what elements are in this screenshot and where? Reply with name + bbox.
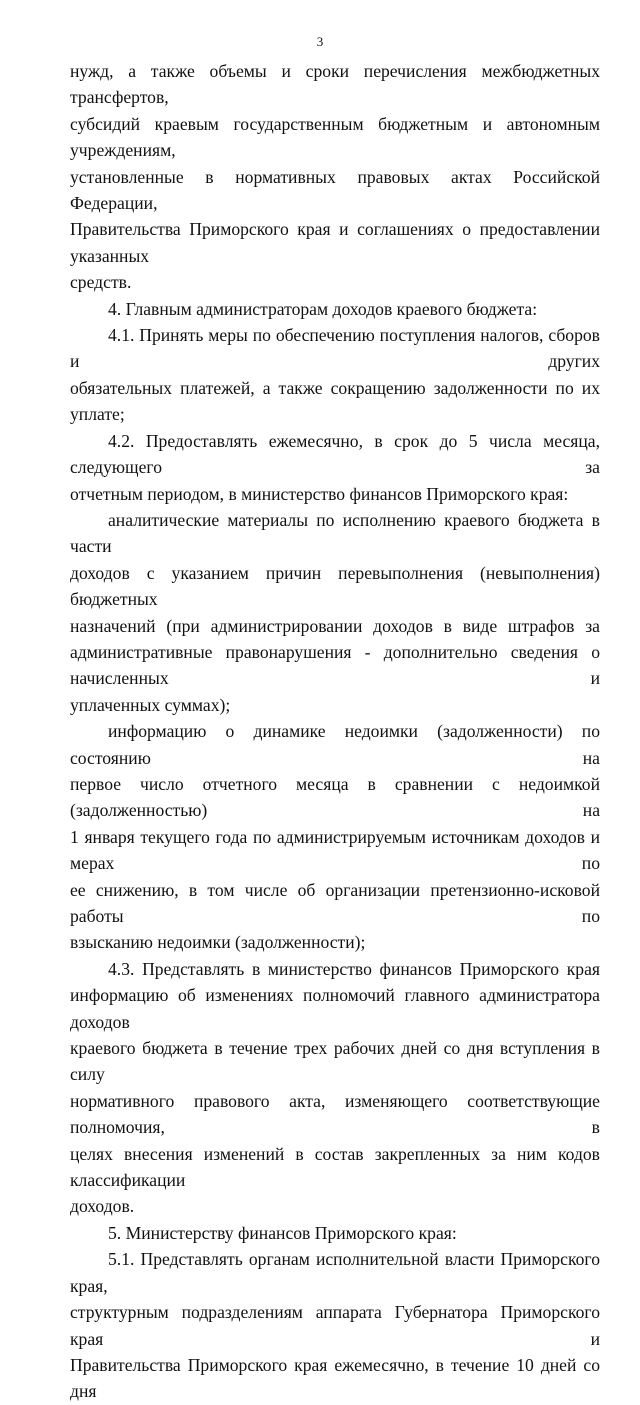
text-line: уплаченных суммах); [70, 694, 231, 715]
text-line: субсидий краевым государственным бюджетным и автономным учреждениям, [70, 113, 600, 161]
text-line: информацию о динамике недоимки (задолженности) по состоянию на [70, 721, 600, 768]
text-line: обязательных платежей, а также сокращению задолженности по их уплате; [70, 377, 600, 425]
text-line: первое число отчетного месяца в сравнении с недоимкой (задолженностью) на [70, 773, 600, 821]
text-line: Правительства Приморского края ежемесячно, в течение 10 дней со дня [70, 1354, 600, 1402]
text-line: Правительства Приморского края и соглашениях о предоставлении указанных [70, 219, 600, 266]
text-line: нормативного правового акта, изменяющего соответствующие полномочия, в [70, 1090, 600, 1138]
text-line: средств. [70, 272, 132, 293]
text-line: установленные в нормативных правовых актах Российской Федерации, [70, 166, 600, 214]
text-line: 5. Министерству финансов Приморского края: [108, 1222, 457, 1243]
text-line: назначений (при администрировании доходов в виде штрафов за [70, 615, 600, 636]
text-line: доходов. [70, 1196, 135, 1217]
text-line: целях внесения изменений в состав закрепленных за ним кодов классификации [70, 1143, 600, 1191]
text-line: 1 января текущего года по администрируемым источникам доходов и мерах по [70, 826, 600, 874]
text-line: доходов с указанием причин перевыполнения (невыполнения) бюджетных [70, 562, 600, 610]
text-line: 5.1. Представлять органам исполнительной власти Приморского края, [70, 1249, 600, 1296]
text-line: информацию об изменениях полномочий главного администратора доходов [70, 985, 600, 1032]
text-line: структурным подразделениям аппарата Губернатора Приморского края и [70, 1302, 600, 1349]
text-line: отчетным периодом, в министерство финансов Приморского края: [70, 483, 569, 504]
page-number: 3 [316, 34, 324, 49]
text-line: краевого бюджета в течение трех рабочих дней со дня вступления в силу [70, 1038, 600, 1085]
text-line: 4.2. Предоставлять ежемесячно, в срок до 5 числа месяца, следующего за [70, 430, 600, 478]
body-text [70, 58, 600, 1405]
text-line: 4.1. Принять меры по обеспечению поступления налогов, сборов и других [70, 325, 600, 372]
text-line: административные правонарушения - дополнительно сведения о начисленных и [70, 641, 600, 689]
text-line: 4. Главным администраторам доходов краевого бюджета: [108, 298, 538, 319]
text-line: нужд, а также объемы и сроки перечисления межбюджетных трансфертов, [70, 61, 600, 108]
text-line: аналитические материалы по исполнению краевого бюджета в части [70, 509, 600, 557]
text-line: 4.3. Представлять в министерство финансов Приморского края [108, 958, 600, 979]
text-line: взысканию недоимки (задолженности); [70, 932, 366, 953]
text-line: ее снижению, в том числе об организации претензионно-исковой работы по [70, 879, 600, 926]
